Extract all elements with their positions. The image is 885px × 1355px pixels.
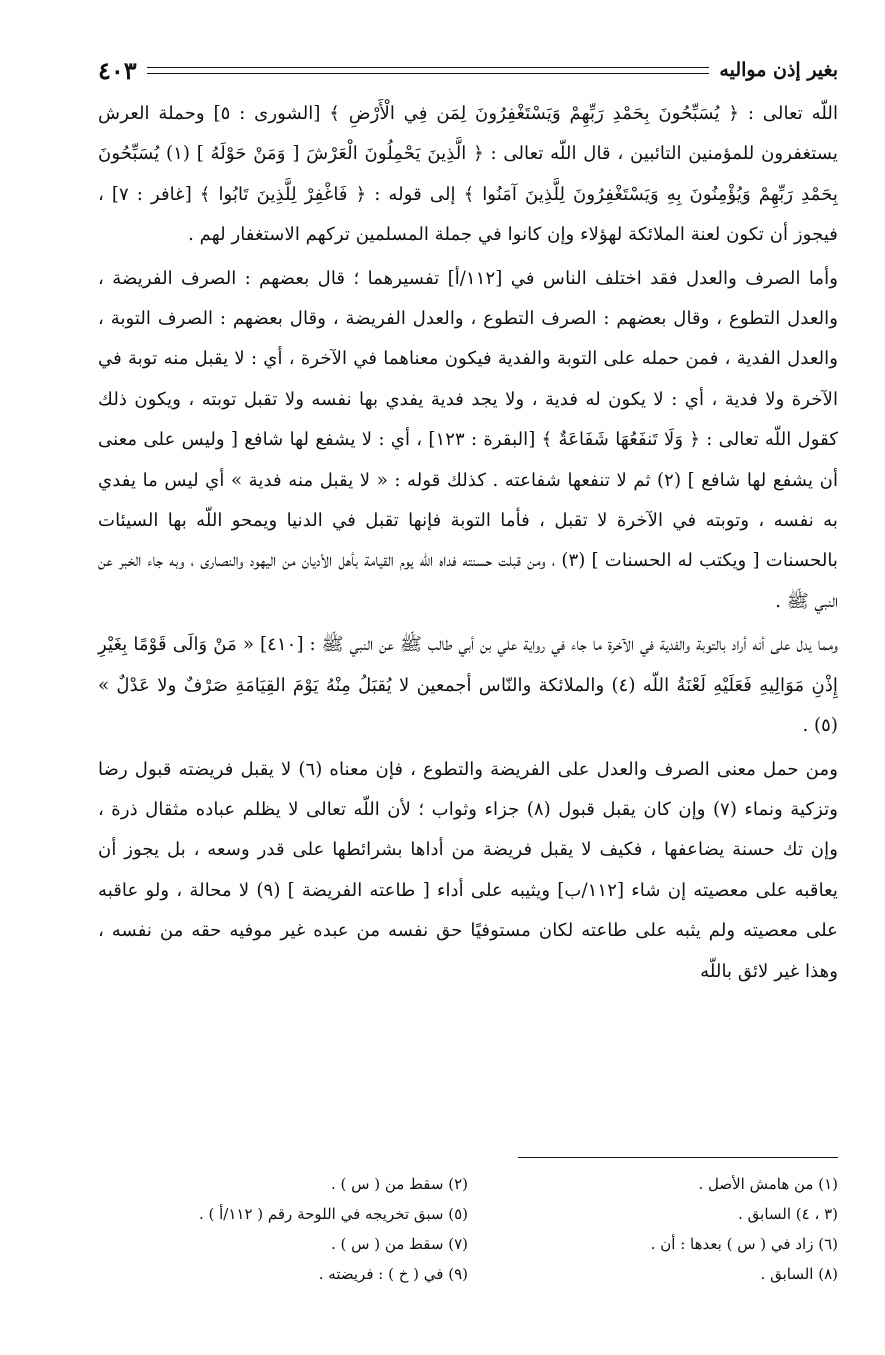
paragraph: اللّه تعالى : ﴿ يُسَبِّحُونَ بِحَمْدِ رَبِّهِمْ وَيَسْتَغْفِرُونَ لِمَن فِي الْأَرْضِ ﴾ [الشورى : ٥] وحملة العرش يستغفرون للمؤمنين التائبين ، قال اللّه تعالى : ﴿ الَّذِينَ يَحْمِلُونَ الْعَرْشَ [ وَمَنْ حَوْلَهُ ] (١) يُسَبِّحُونَ بِحَمْدِ رَبِّهِمْ وَيُؤْمِنُونَ بِهِ وَيَسْتَغْفِرُونَ لِلَّذِينَ آمَنُوا ﴾ إلى قوله : ﴿ فَاغْفِرْ لِلَّذِينَ تَابُوا ﴾ [غافر : ٧] ، فيجوز أن تكون لعنة الملائكة لهؤلاء وإن كانوا في جملة المسلمين تركهم الاستغفار لهم . xyxy=(98,103,838,246)
footnote: (٩) في ( خ ) : فريضته . xyxy=(318,1265,468,1283)
footnotes xyxy=(98,1172,838,1287)
footnote: (١) من هامش الأصل . xyxy=(698,1175,838,1193)
footnote-separator xyxy=(518,1157,838,1158)
body-text xyxy=(98,94,838,995)
footnote: (٣ ، ٤) السابق . xyxy=(738,1205,838,1223)
page-header xyxy=(98,50,838,90)
page-number: ٤٠٣ xyxy=(98,55,137,85)
footnote: (٢) سقط من ( س ) . xyxy=(330,1175,468,1193)
paragraph: وأما الصرف والعدل فقد اختلف الناس في [١١٢/أ] تفسيرهما ؛ قال بعضهم : الصرف الفريضة ، والعدل التطوع ، وقال بعضهم : الصرف التطوع ، والعدل الفريضة ، وقال بعضهم : الصرف التوبة ، والعدل الفدية ، فمن حمله على التوبة والفدية فيكون معناهما في الآخرة ، أي : لا يقبل منه توبة في الآخرة ولا فدية ، أي : لا يكون له فدية ، ولا يجد فدية يفدي بها نفسه ولا تقبل توبته ، ويكون ذلك كقول اللّه تعالى : ﴿ وَلَا تَنفَعُهَا شَفَاعَةٌ ﴾ [البقرة : ١٢٣] ، أي : لا يشفع لها شافع [ وليس على معنى أن يشفع لها شافع ] (٢) ثم لا تنفعها شفاعته . كذلك قوله : « لا يقبل منه فدية » أي ليس ما يفدي به نفسه ، وتوبته في الآخرة لا تقبل ، فأما التوبة فإنها تقبل في الدنيا ويمحو اللّه بها السيئات بالحسنات [ ويكتب له الحسنات ] (٣) ، ومن قبلت حسنته فداه اللّه يوم القيامة بأهل الأديان من اليهود والنصارى ، وبه جاء الخبر عن النبي ﷺ . xyxy=(98,267,838,612)
book-page xyxy=(98,50,838,1310)
footnote: (٧) سقط من ( س ) . xyxy=(330,1235,468,1253)
footnote: (٥) سبق تخريجه في اللوحة رقم ( ١١٢/أ ) . xyxy=(198,1205,468,1223)
paragraph: ومن حمل معنى الصرف والعدل على الفريضة والتطوع ، فإن معناه (٦) لا يقبل فريضته قبول رضا وتزكية ونماء (٧) وإن كان يقبل قبول (٨) جزاء وثواب ؛ لأن اللّه تعالى لا يظلم عباده مثقال ذرة ، وإن تك حسنة يضاعفها ، فكيف لا يقبل فريضة من أداها بشرائطها على قدر وسعه ، بل يجوز أن يعاقبه على معصيته إن شاء [١١٢/ب] ويثيبه على أداء [ طاعته الفريضة ] (٩) لا محالة ، ولو عاقبه على معصيته ولم يثبه على طاعته لكان مستوفيًا حق نفسه من عبده غير موفيه حقه من نفسه ، وهذا غير لائق باللّه xyxy=(98,758,838,982)
paragraph: ومما يدل على أنه أراد بالتوبة والفدية في الآخرة ما جاء في رواية علي بن أبي طالب ﷺ عن النبي ﷺ : [٤١٠] « مَنْ وَالَى قَوْمًا بِغَيْرِ إِذْنِ مَوَالِيهِ فَعَلَيْهِ لَعْنَةُ اللّه (٤) والملائكة والنّاس أجمعين لا يُقبَلُ مِنْهُ يَوْمَ القِيَامَةِ صَرْفٌ ولا عَدْلٌ » (٥) . xyxy=(98,634,838,737)
running-title: بغير إذن مواليه xyxy=(719,59,838,81)
footnote: (٨) السابق . xyxy=(760,1265,838,1283)
footnote: (٦) زاد في ( س ) بعدها : أن . xyxy=(650,1235,838,1253)
header-rule xyxy=(147,67,710,74)
